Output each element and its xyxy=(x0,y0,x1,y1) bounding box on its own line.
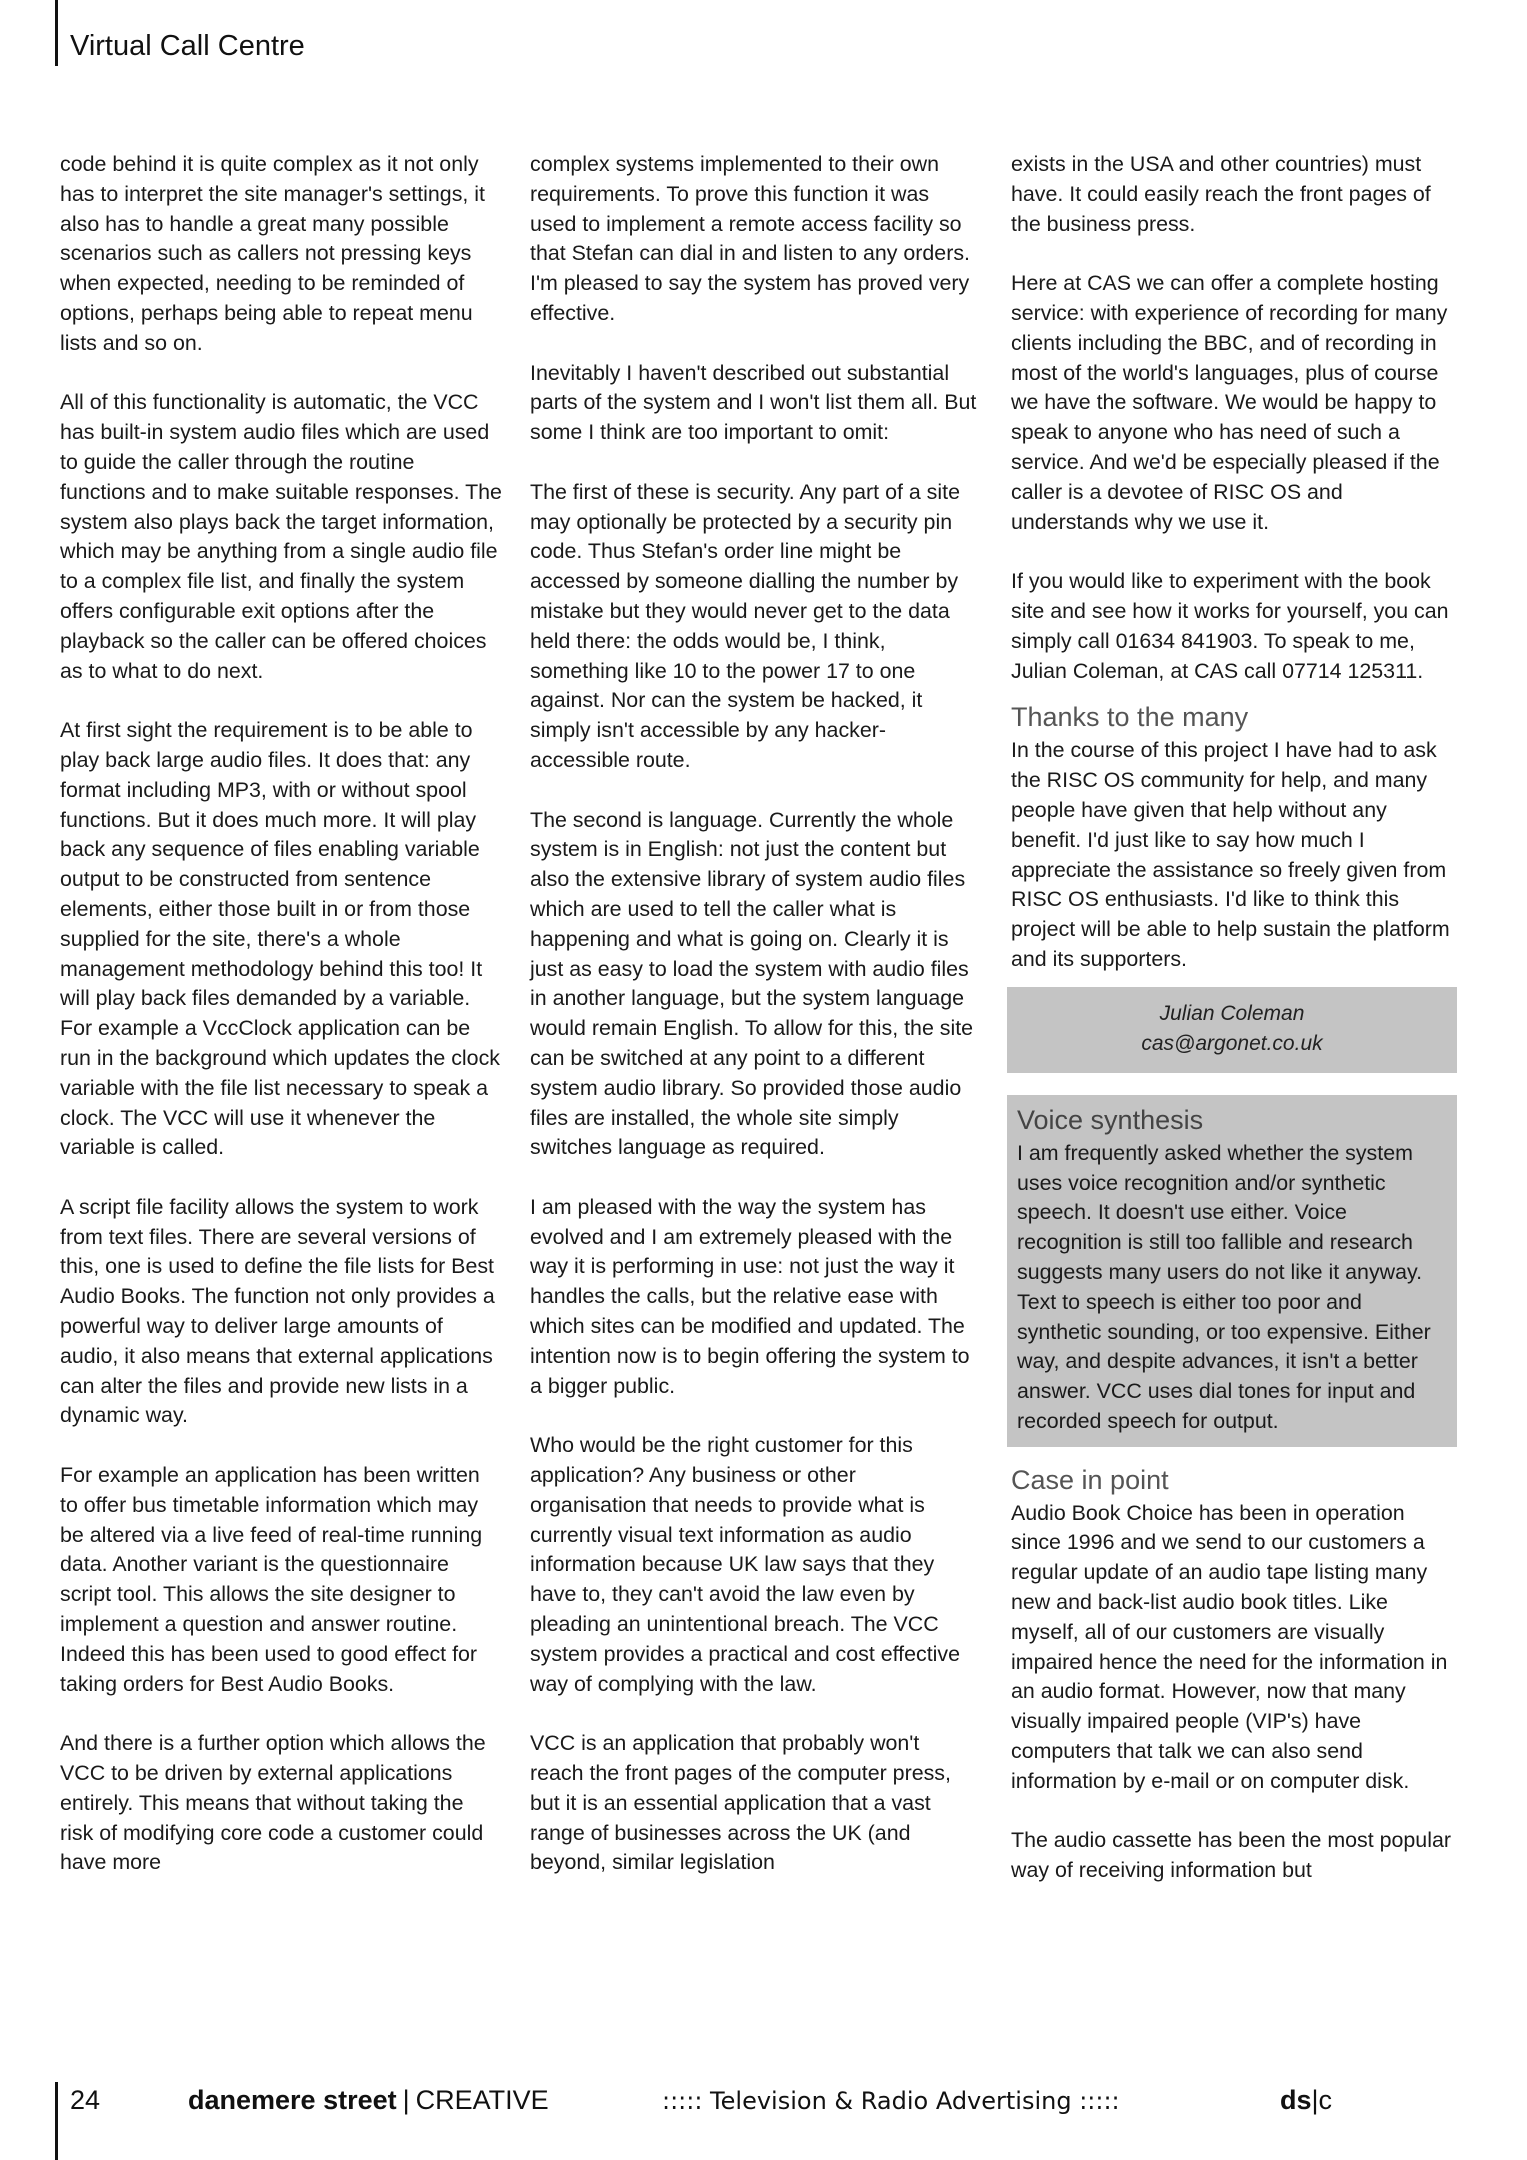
paragraph: For example an application has been written to offer bus timetable information which may be altered via a live feed of real-time running data. Another variant is the questionnaire script tool. This allows the site designer to implement a question and answer routine. Indeed this has been used to good effect for taking orders for Best Audio Books. xyxy=(60,1463,483,1696)
brand-section: CREATIVE xyxy=(415,2085,549,2115)
paragraph: Inevitably I haven't described out substantial parts of the system and I won't list them all. But some I think are too important to omit: xyxy=(530,360,977,445)
ds-logo xyxy=(1280,2085,1332,2116)
author-signature xyxy=(1007,987,1457,1073)
paragraph: exists in the USA and other countries) must have. It could easily reach the front pages of the business press. xyxy=(1011,152,1431,236)
paragraph: The audio cassette has been the most popular way of receiving information but xyxy=(1011,1828,1451,1883)
author-email: cas@argonet.co.uk xyxy=(1141,1031,1323,1055)
paragraph: At first sight the requirement is to be able to play back large audio files. It does that: any format including MP3, with or without spool functions. But it does much more. It will play back any sequence of files enabling variable output to be constructed from sentence elements, either those built in or from those supplied for the site, there's a whole management methodology behind this too! It will play back files demanded by a variable. For example a VccClock application can be run in the background which updates the clock variable with the file list necessary to speak a clock. The VCC will use it whenever the variable is called. xyxy=(60,718,500,1160)
article-column-3 xyxy=(1011,150,1457,1916)
paragraph: Who would be the right customer for this application? Any business or other organisation that needs to provide what is currently visual text information as audio information because UK law says that they have to, they can't avoid the law even by pleading an unintentional breach. The VCC system provides a practical and cost effective way of complying with the law. xyxy=(530,1433,960,1696)
footer-tagline: ::::: Television & Radio Advertising ::::: xyxy=(662,2087,1120,2115)
thanks-text: In the course of this project I have had to ask the RISC OS community for help, and many people have given that help without any benefit. I'd just like to say how much I appreciate the assistance so freely given from RISC OS enthusiasts. I'd like to think this project will be able to help sustain the platform and its supporters. xyxy=(1011,738,1450,971)
paragraph: If you would like to experiment with the book site and see how it works for yourself, you can simply call 01634 841903. To speak to me, Julian Coleman, at CAS call 07714 125311. xyxy=(1011,569,1449,683)
paragraph: And there is a further option which allows the VCC to be driven by external applications entirely. This means that without taking the risk of modifying core code a customer could have more xyxy=(60,1731,486,1875)
article-column-2 xyxy=(530,150,978,1908)
paragraph: Here at CAS we can offer a complete hosting service: with experience of recording for many clients including the BBC, and of recording in most of the world's languages, plus of course we have the software. We would be happy to speak to anyone who has need of such a service. And we'd be especially pleased if the caller is a devotee of RISC OS and understands why we use it. xyxy=(1011,271,1448,534)
paragraph: A script file facility allows the system to work from text files. There are several versions of this, one is used to define the file lists for Best Audio Books. The function not only provides a powerful way to deliver large amounts of audio, it also means that external applications can alter the files and provide new lists in a dynamic way. xyxy=(60,1194,495,1428)
paragraph: I am pleased with the way the system has evolved and I am extremely pleased with the way it is performing in use: not just the way it handles the calls, but the relative ease with which sites can be modified and updated. The intention now is to begin offering the system to a bigger public. xyxy=(530,1194,970,1398)
paragraph: VCC is an application that probably won't reach the front pages of the computer press, but it is an essential application that a vast range of businesses across the UK (and beyond, similar legislation xyxy=(530,1731,951,1875)
publication-brand xyxy=(188,2085,549,2116)
footer-rule xyxy=(55,2082,58,2160)
paragraph: code behind it is quite complex as it not only has to interpret the site manager's settings, it also has to handle a great many possible scenarios such as callers not pressing keys when expected, needing to be reminded of options, perhaps being able to repeat menu lists and so on. xyxy=(60,152,485,355)
paragraph: The second is language. Currently the whole system is in English: not just the content but also the extensive library of system audio files which are used to tell the caller what is happening and what is going on. Clearly it is just as easy to load the system with audio files in another language, but the system language would remain English. To allow for this, the site can be switched at any point to a different system audio library. So provided those audio files are installed, the whole site simply switches language as required. xyxy=(530,807,974,1160)
case-heading: Case in point xyxy=(1011,1464,1169,1495)
paragraph: The first of these is security. Any part of a site may optionally be protected by a security pin code. Thus Stefan's order line might be accessed by someone dialling the number by mistake but they would never get to the data held there: the odds would be, I think, something like 10 to the power 17 to one against. Nor can the system be hacked, it simply isn't accessible by any hacker-accessible route. xyxy=(530,479,960,772)
paragraph: Audio Book Choice has been in operation since 1996 and we send to our customers a regular update of an audio tape listing many new and back-list audio book titles. Like myself, all of our customers are visually impaired hence the need for the information in an audio format. However, now that many visually impaired people (VIP's) have computers that talk we can also send information by e-mail or on computer disk. xyxy=(1011,1500,1448,1793)
voice-synthesis-box xyxy=(1007,1095,1457,1447)
header-rule xyxy=(55,0,58,66)
thanks-section xyxy=(1011,700,1457,974)
paragraph: complex systems implemented to their own requirements. To prove this function it was used to implement a remote access facility so that Stefan can dial in and listen to any orders. I'm pleased to say the system has proved very effective. xyxy=(530,152,970,325)
paragraph: All of this functionality is automatic, the VCC has built-in system audio files which are used to guide the caller through the routine functions and to make suitable responses. The system also plays back the target information, which may be anything from a single audio file to a complex file list, and finally the system offers configurable exit options after the playback so the caller can be offered choices as to what to do next. xyxy=(60,390,502,683)
brand-name: danemere street xyxy=(188,2085,397,2115)
section-title: Virtual Call Centre xyxy=(70,30,305,62)
logo-light: c xyxy=(1318,2085,1333,2115)
author-name: Julian Coleman xyxy=(1159,1001,1305,1025)
logo-separator: | xyxy=(1311,2085,1319,2115)
page-number: 24 xyxy=(70,2085,101,2115)
voice-synthesis-heading: Voice synthesis xyxy=(1017,1104,1204,1135)
brand-separator: | xyxy=(402,2085,410,2115)
article-column-1 xyxy=(60,150,502,1908)
voice-synthesis-text: I am frequently asked whether the system uses voice recognition and/or synthetic speech. It doesn't use either. Voice recognition is still too fallible and research suggests many users do not like it anyway. Text to speech is either too poor and synthetic sounding, or too expensive. Either way, and despite advances, it isn't a better answer. VCC uses dial tones for input and recorded speech for output. xyxy=(1017,1140,1431,1433)
case-section xyxy=(1011,1463,1457,1886)
logo-bold: ds xyxy=(1280,2085,1312,2115)
thanks-heading: Thanks to the many xyxy=(1011,702,1249,733)
